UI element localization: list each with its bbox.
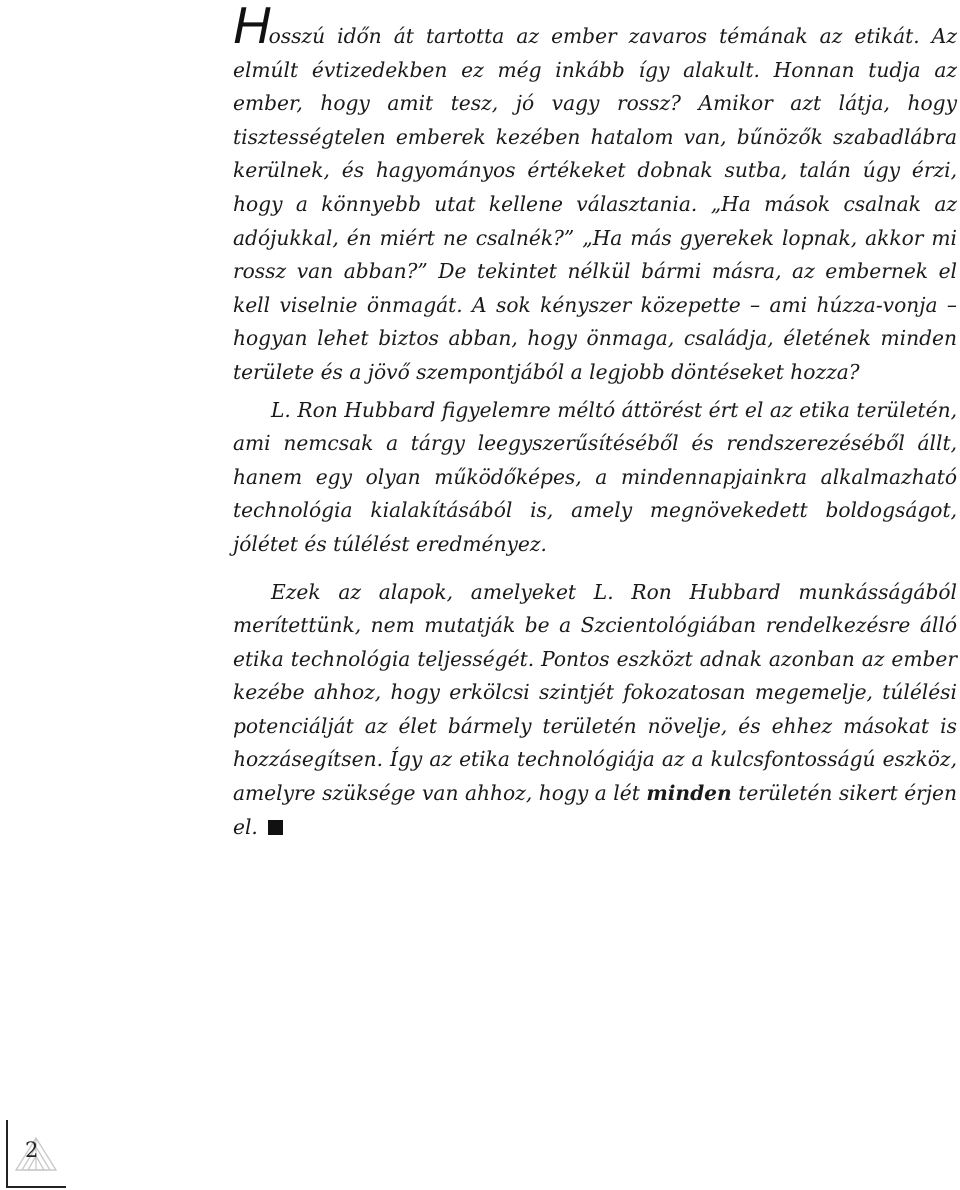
paragraph-3-end-text: területén sikert érjen el. (233, 781, 958, 839)
page-number-frame (6, 1120, 66, 1188)
paragraph-1 (233, 0, 957, 390)
page-number: 2 (25, 1138, 39, 1162)
drop-cap: H (233, 0, 269, 55)
paragraph-3-text: Ezek az alapok, amelyeket L. Ron Hubbard munkásságából merítettünk, nem mutatják be a Szcientológiában rendelkezésre álló etika technológia teljességét. Pontos eszközt adnak azonban az ember kezébe ahhoz, hogy erkölcsi szintjét fokozatosan megemelje, túlélési potenciálját az élet bármely területén növelje, és ehhez másokat is hozzásegítsen. Így az etika technológiája az a kulcsfontosságú eszköz, amelyre szüksége van ahhoz, hogy a lét (233, 579, 957, 806)
paragraph-2: L. Ron Hubbard figyelemre méltó áttörést ért el az etika területén, ami nemcsak a tárgy leegyszerűsítéséből és rendszerezéséből állt, hanem egy olyan működőképes, a mindennapjainkra alkalmazható technológia kialakításából is, amely megnövekedett boldogságot, jólétet és túlélést eredményez. (233, 397, 957, 556)
paragraph-3 (233, 576, 957, 845)
end-of-article-icon (268, 820, 283, 835)
paragraph-1-text: osszú időn át tartotta az ember zavaros témának az etikát. Az elmúlt évtizedekben ez még inkább így alakult. Honnan tudja az ember, hogy amit tesz, jó vagy rossz? Amikor azt látja, hogy tisztességtelen emberek kezében hatalom van, bűnözők szabadlábra kerülnek, és hagyományos értékeket dobnak sutba, talán úgy érzi, hogy a könnyebb utat kellene választania. „Ha mások csalnak az adójukkal, én miért ne csalnék?” „Ha más gyerekek lopnak, akkor mi rossz van abban?” De tekintet nélkül bármi másra, az embernek el kell viselnie önmagát. A sok kényszer közepette – ami húzza-vonja – hogyan lehet biztos abban, hogy önmaga, családja, életének minden területe és a jövő szempontjából a legjobb döntéseket hozza? (233, 24, 957, 384)
body-text (233, 0, 958, 844)
emphasis-word: minden (646, 781, 732, 806)
